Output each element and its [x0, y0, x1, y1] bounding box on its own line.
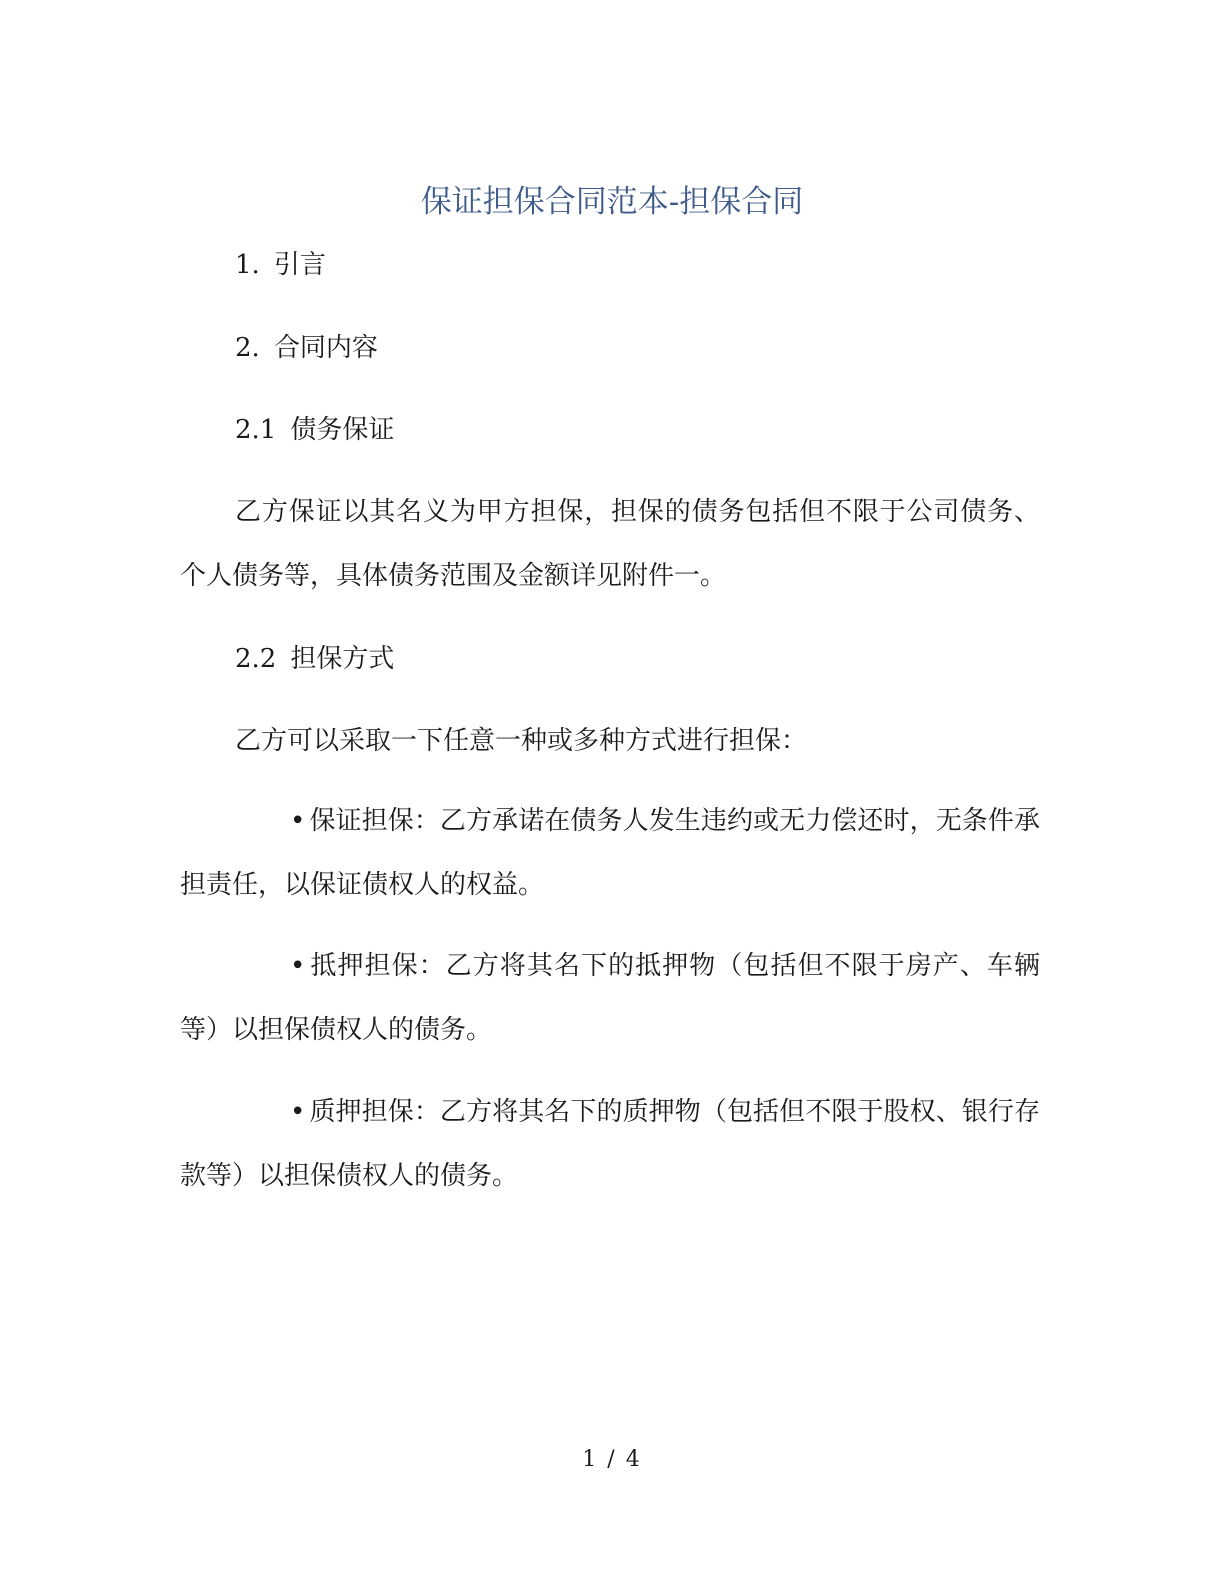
section-title: 债务保证 [290, 415, 395, 445]
section-number: 2.2 [235, 644, 277, 674]
section-heading-2 [235, 330, 378, 366]
section-heading-2-1 [235, 412, 394, 448]
section-title: 合同内容 [273, 333, 378, 363]
bullet-text: 抵押担保：乙方将其名下的抵押物（包括但不限于房产、车辆等）以担保债权人的债务。 [180, 951, 1040, 1045]
bullet-text: 质押担保：乙方将其名下的质押物（包括但不限于股权、银行存款等）以担保债权人的债务。 [180, 1097, 1040, 1191]
section-number: 2. [235, 333, 260, 363]
page-number: 1 / 4 [582, 1447, 642, 1472]
bullet-icon: • [290, 1097, 306, 1127]
document-title: 保证担保合同范本-担保合同 [420, 184, 804, 220]
bullet-item-guarantee [180, 789, 1040, 917]
bullet-text: 保证担保：乙方承诺在债务人发生违约或无力偿还时，无条件承担责任，以保证债权人的权益。 [180, 806, 1040, 900]
bullet-item-mortgage [180, 934, 1040, 1062]
bullet-item-pledge [180, 1080, 1040, 1208]
section-number: 2.1 [235, 415, 277, 445]
section-number: 1. [235, 250, 260, 280]
bullet-icon: • [290, 806, 306, 836]
section-title: 引言 [273, 250, 326, 280]
paragraph-debt-guarantee: 乙方保证以其名义为甲方担保，担保的债务包括但不限于公司债务、个人债务等，具体债务范围及金额详见附件一。 [180, 497, 1040, 591]
section-title: 担保方式 [290, 644, 395, 674]
section-heading-1 [235, 247, 326, 283]
paragraph-methods-intro: 乙方可以采取一下任意一种或多种方式进行担保： [235, 726, 808, 756]
section-heading-2-2 [235, 641, 394, 677]
bullet-icon: • [290, 951, 306, 981]
